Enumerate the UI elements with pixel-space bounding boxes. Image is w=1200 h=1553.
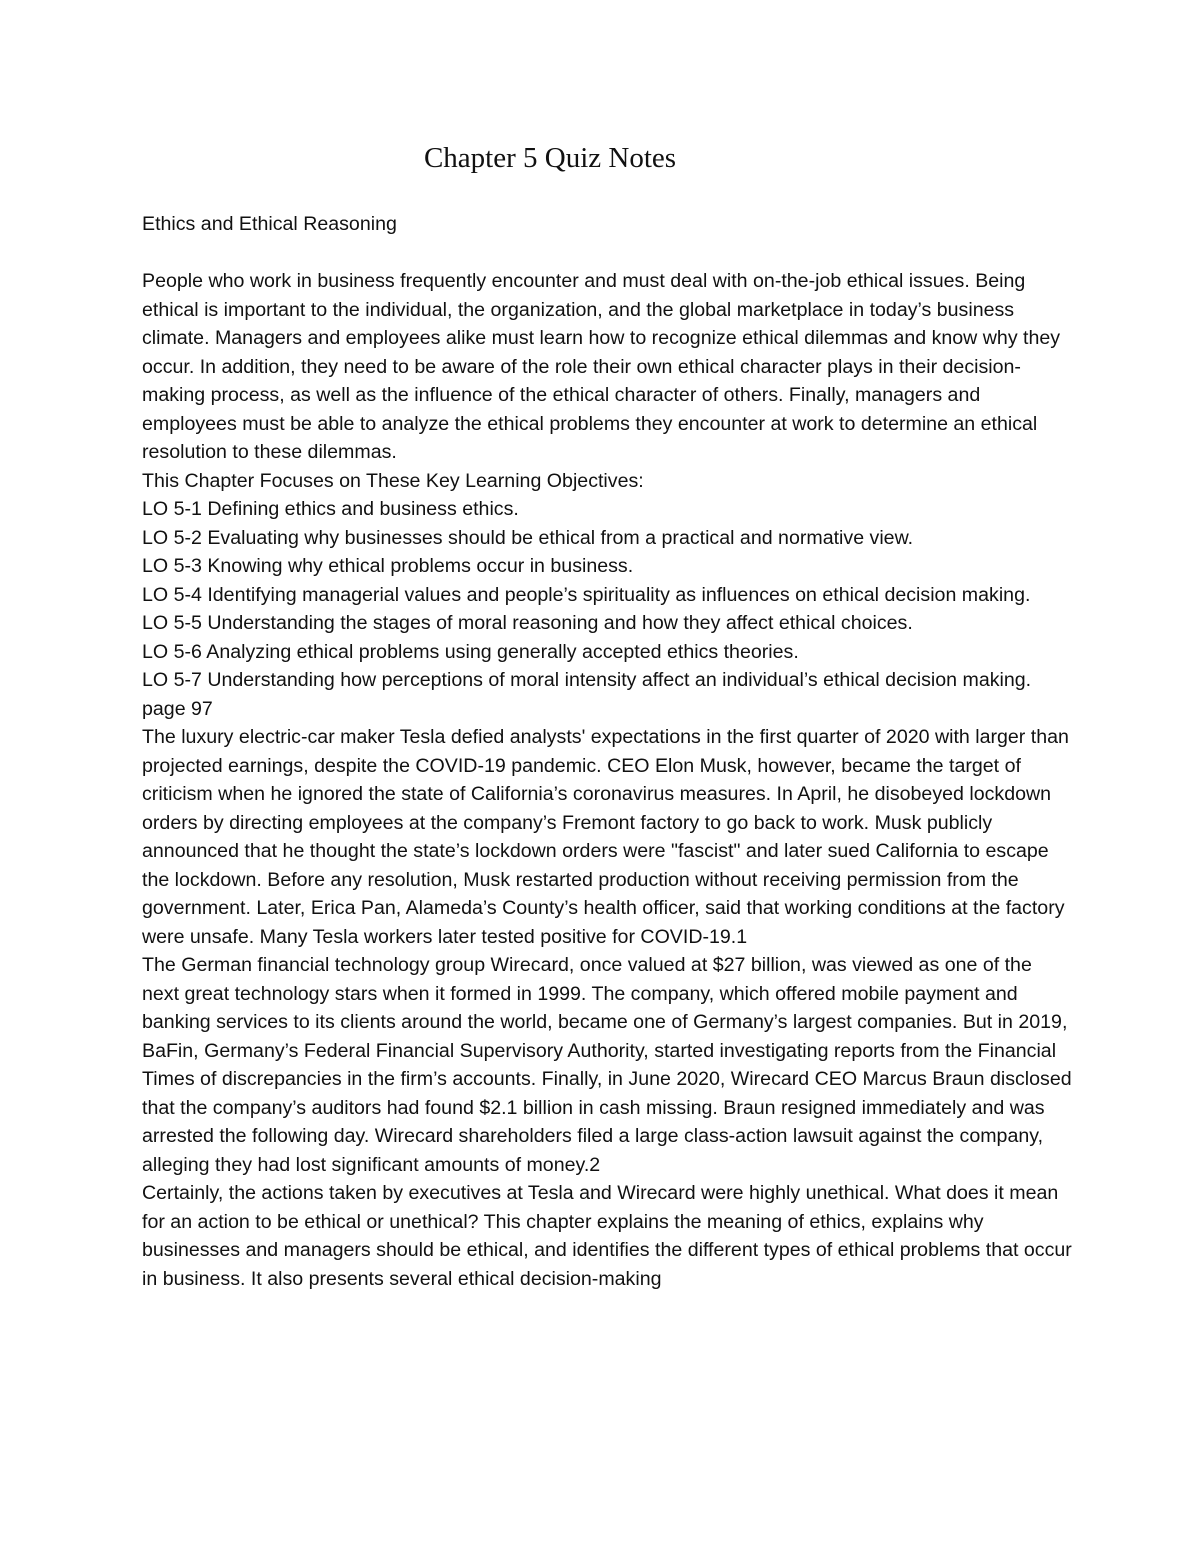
page-marker: page 97 [142,697,213,720]
document-title: Chapter 5 Quiz Notes [423,142,677,174]
learning-objective: LO 5-7 Understanding how perceptions of moral intensity affect an individual’s ethical decision making. [142,669,1032,691]
learning-objective: LO 5-6 Analyzing ethical problems using generally accepted ethics theories. [142,640,799,663]
learning-objective: LO 5-1 Defining ethics and business ethics. [142,498,519,520]
learning-objectives-list [142,495,1072,695]
tesla-paragraph: The luxury electric-car maker Tesla defied analysts' expectations in the first quarter of 2020 with larger than projected earnings, despite the COVID-19 pandemic. CEO Elon Musk, however, became the target of criticism when he ignored the state of California’s coronavirus measures. In April, he disobeyed lockdown orders by directing employees at the company’s Fremont factory to go back to work. Musk publicly announced that he thought the state’s lockdown orders were "fascist" and later sued California to escape the lockdown. Before any resolution, Musk restarted production without receiving permission from the government. Later, Erica Pan, Alameda’s County’s health officer, said that working conditions at the factory were unsafe. Many Tesla workers later tested positive for COVID-19.1 [142,726,1069,948]
learning-objective: LO 5-3 Knowing why ethical problems occur in business. [142,555,634,577]
learning-objective: LO 5-5 Understanding the stages of moral reasoning and how they affect ethical choices. [142,612,913,634]
learning-objective: LO 5-2 Evaluating why businesses should be ethical from a practical and normative view. [142,526,914,549]
section-heading: Ethics and Ethical Reasoning [142,213,397,235]
intro-paragraph: People who work in business frequently encounter and must deal with on-the-job ethical issues. Being ethical is important to the individual, the organization, and the global marketplace in today’s business climate. Managers and employees alike must learn how to recognize ethical dilemmas and know why they occur. In addition, they need to be aware of the role their own ethical character plays in their decision-making process, as well as the influence of the ethical character of others. Finally, managers and employees must be able to analyze the ethical problems they encounter at work to determine an ethical resolution to these dilemmas. [142,270,1061,463]
learning-objective: LO 5-4 Identifying managerial values and people’s spirituality as influences on ethical decision making. [142,583,1031,606]
wirecard-paragraph: The German financial technology group Wirecard, once valued at $27 billion, was viewed as one of the next great technology stars when it formed in 1999. The company, which offered mobile payment and banking services to its clients around the world, became one of Germany’s largest companies. But in 2019, BaFin, Germany’s Federal Financial Supervisory Authority, started investigating reports from the Financial Times of discrepancies in the firm’s accounts. Finally, in June 2020, Wirecard CEO Marcus Braun disclosed that the company’s auditors had found $2.1 billion in cash missing. Braun resigned immediately and was arrested the following day. Wirecard shareholders filed a large class-action lawsuit against the company, alleging they had lost significant amounts of money.2 [142,954,1072,1176]
objectives-heading: This Chapter Focuses on These Key Learning Objectives: [142,469,644,492]
conclusion-paragraph: Certainly, the actions taken by executives at Tesla and Wirecard were highly unethical. What does it mean for an action to be ethical or unethical? This chapter explains the meaning of ethics, explains why businesses and managers should be ethical, and identifies the different types of ethical problems that occur in business. It also presents several ethical decision-making [142,1182,1072,1290]
document-body [142,210,1072,1293]
